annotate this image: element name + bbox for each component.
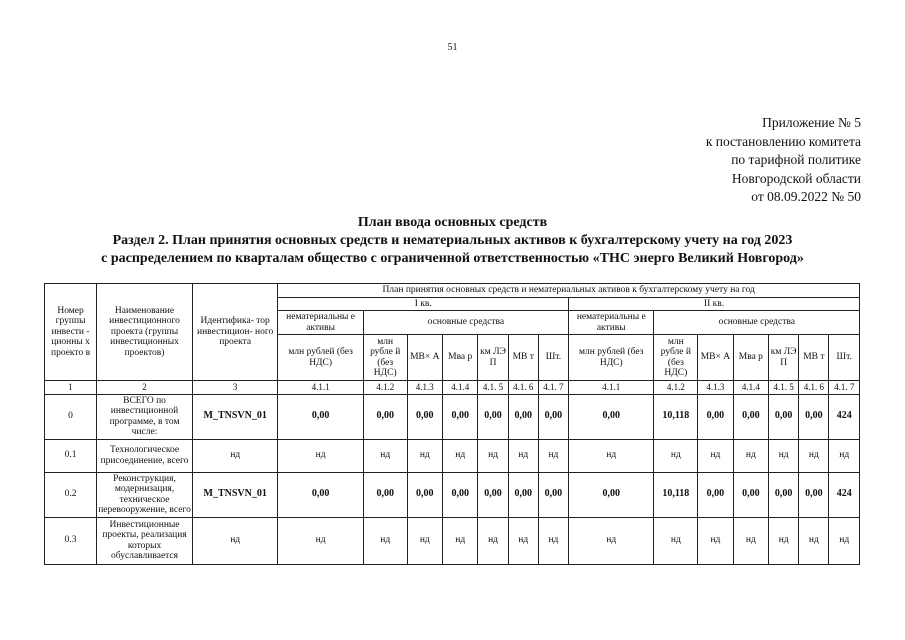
column-number-row bbox=[45, 381, 860, 395]
row-identifier: M_TNSVN_01 bbox=[192, 394, 277, 439]
cell-q1: 0,00 bbox=[278, 394, 363, 439]
row-identifier: нд bbox=[192, 517, 277, 564]
unit-mln-rub: млн рубле й (без НДС) bbox=[363, 335, 407, 381]
cell-q1: нд bbox=[478, 517, 508, 564]
cell-q2: 0,00 bbox=[769, 472, 799, 517]
unit-mvar: Мва р bbox=[733, 335, 768, 381]
cell-q1: нд bbox=[407, 517, 442, 564]
table-row bbox=[45, 517, 860, 564]
row-name: Реконструкция, модернизация, техническое перевооружение, всего bbox=[98, 473, 191, 515]
document-subtitle: Раздел 2. План принятия основных средств и нематериальных активов к бухгалтерскому учету на год 2023 bbox=[112, 233, 793, 248]
cell-q2: 10,118 bbox=[654, 472, 698, 517]
cell-q1: нд bbox=[407, 439, 442, 472]
cell-q1: 0,00 bbox=[278, 472, 363, 517]
column-number: 4.1.1 bbox=[569, 381, 654, 395]
column-number: 2 bbox=[97, 381, 193, 395]
unit-mva: МВ× А bbox=[698, 335, 733, 381]
cell-q1: нд bbox=[278, 439, 363, 472]
unit-mw: МВ т bbox=[508, 335, 538, 381]
cell-q2: 0,00 bbox=[733, 472, 768, 517]
column-number: 3 bbox=[192, 381, 277, 395]
header-plan: План принятия основных средств и нематериальных активов к бухгалтерскому учету на год bbox=[278, 284, 860, 298]
unit-mva: МВ× А bbox=[407, 335, 442, 381]
unit-mln-rub: млн рублей (без НДС) bbox=[278, 335, 363, 381]
unit-km: км ЛЭ П bbox=[769, 335, 799, 381]
column-number: 4.1.4 bbox=[443, 381, 478, 395]
header-project-name: Наименование инвестиционного проекта (группы инвестиционных проектов) bbox=[97, 284, 193, 381]
cell-q1: нд bbox=[508, 439, 538, 472]
cell-q2: нд bbox=[569, 439, 654, 472]
unit-km: км ЛЭ П bbox=[478, 335, 508, 381]
cell-q1: нд bbox=[478, 439, 508, 472]
appendix-block bbox=[706, 114, 861, 207]
row-number: 0 bbox=[45, 394, 97, 439]
cell-q2: 0,00 bbox=[569, 472, 654, 517]
column-number: 4.1. 7 bbox=[829, 381, 860, 395]
cell-q2: 0,00 bbox=[799, 394, 829, 439]
column-number: 4.1. 5 bbox=[769, 381, 799, 395]
column-number: 4.1.3 bbox=[698, 381, 733, 395]
appendix-line: Приложение № 5 bbox=[762, 115, 861, 130]
cell-q1: 0,00 bbox=[407, 394, 442, 439]
document-titles bbox=[0, 214, 905, 268]
cell-q1: 0,00 bbox=[363, 472, 407, 517]
row-number: 0.3 bbox=[45, 517, 97, 564]
column-number: 4.1.3 bbox=[407, 381, 442, 395]
cell-q2: нд bbox=[733, 439, 768, 472]
column-number: 4.1. 5 bbox=[478, 381, 508, 395]
cell-q2: нд bbox=[829, 439, 860, 472]
cell-q2: нд bbox=[698, 439, 733, 472]
appendix-line: по тарифной политике bbox=[731, 152, 861, 167]
cell-q2: 424 bbox=[829, 472, 860, 517]
cell-q1: нд bbox=[443, 517, 478, 564]
cell-q2: нд bbox=[654, 439, 698, 472]
cell-q1: нд bbox=[363, 517, 407, 564]
header-identifier: Идентифика- тор инвестицион- ного проекта bbox=[192, 284, 277, 381]
cell-q1: нд bbox=[443, 439, 478, 472]
column-number: 4.1.1 bbox=[278, 381, 363, 395]
cell-q1: 0,00 bbox=[508, 394, 538, 439]
cell-q1: нд bbox=[538, 439, 568, 472]
cell-q1: 0,00 bbox=[478, 472, 508, 517]
column-number: 4.1.2 bbox=[363, 381, 407, 395]
cell-q1: 0,00 bbox=[538, 394, 568, 439]
table-row bbox=[45, 394, 860, 439]
cell-q2: нд bbox=[769, 439, 799, 472]
cell-q1: нд bbox=[508, 517, 538, 564]
cell-q1: 0,00 bbox=[363, 394, 407, 439]
cell-q1: нд bbox=[538, 517, 568, 564]
cell-q2: 0,00 bbox=[769, 394, 799, 439]
cell-q2: нд bbox=[799, 439, 829, 472]
cell-q2: 0,00 bbox=[569, 394, 654, 439]
column-number: 4.1.2 bbox=[654, 381, 698, 395]
cell-q2: нд bbox=[698, 517, 733, 564]
cell-q1: 0,00 bbox=[478, 394, 508, 439]
header-intangible: нематериальны е активы bbox=[569, 311, 654, 335]
document-title: План ввода основных средств bbox=[357, 215, 548, 230]
appendix-line: Новгородской области bbox=[731, 170, 861, 186]
column-number: 4.1. 6 bbox=[508, 381, 538, 395]
appendix-line: от 08.09.2022 № 50 bbox=[751, 189, 861, 204]
header-fixed-assets: основные средства bbox=[654, 311, 860, 335]
table-row bbox=[45, 439, 860, 472]
cell-q2: 0,00 bbox=[799, 472, 829, 517]
column-number: 1 bbox=[45, 381, 97, 395]
header-intangible: нематериальны е активы bbox=[278, 311, 363, 335]
cell-q1: нд bbox=[363, 439, 407, 472]
asset-plan-table bbox=[44, 283, 860, 565]
cell-q2: нд bbox=[799, 517, 829, 564]
unit-mvar: Мва р bbox=[443, 335, 478, 381]
cell-q2: 10,118 bbox=[654, 394, 698, 439]
unit-mw: МВ т bbox=[799, 335, 829, 381]
cell-q1: 0,00 bbox=[443, 472, 478, 517]
unit-pcs: Шт. bbox=[829, 335, 860, 381]
cell-q1: 0,00 bbox=[443, 394, 478, 439]
column-number: 4.1.4 bbox=[733, 381, 768, 395]
cell-q1: 0,00 bbox=[538, 472, 568, 517]
column-number: 4.1. 6 bbox=[799, 381, 829, 395]
row-name: Технологическое присоединение, всего bbox=[97, 439, 193, 472]
cell-q2: нд bbox=[569, 517, 654, 564]
unit-pcs: Шт. bbox=[538, 335, 568, 381]
cell-q2: 0,00 bbox=[698, 472, 733, 517]
row-number: 0.2 bbox=[45, 472, 97, 517]
row-identifier: M_TNSVN_01 bbox=[192, 472, 277, 517]
cell-q1: 0,00 bbox=[407, 472, 442, 517]
appendix-line: к постановлению комитета bbox=[705, 133, 861, 149]
row-identifier: нд bbox=[192, 439, 277, 472]
cell-q1: 0,00 bbox=[508, 472, 538, 517]
cell-q2: 0,00 bbox=[698, 394, 733, 439]
cell-q2: нд bbox=[769, 517, 799, 564]
cell-q2: нд bbox=[654, 517, 698, 564]
unit-mln-rub: млн рублей (без НДС) bbox=[569, 335, 654, 381]
table-row bbox=[45, 472, 860, 517]
cell-q2: нд bbox=[733, 517, 768, 564]
header-quarter-1: I кв. bbox=[278, 297, 569, 311]
page-number: 51 bbox=[447, 42, 458, 53]
cell-q2: 0,00 bbox=[733, 394, 768, 439]
header-group-number: Номер группы инвести - ционны х проекто в bbox=[45, 284, 97, 381]
cell-q2: 424 bbox=[829, 394, 860, 439]
document-subtitle: с распределением по кварталам общество с ограниченной ответственностью «ТНС энерго Великий Новгород» bbox=[101, 251, 804, 266]
row-name: ВСЕГО по инвестиционной программе, в том числе: bbox=[97, 394, 193, 439]
column-number: 4.1. 7 bbox=[538, 381, 568, 395]
header-quarter-2: II кв. bbox=[569, 297, 860, 311]
cell-q1: нд bbox=[278, 517, 363, 564]
header-fixed-assets: основные средства bbox=[363, 311, 568, 335]
row-number: 0.1 bbox=[45, 439, 97, 472]
cell-q2: нд bbox=[829, 517, 860, 564]
row-name: Инвестиционные проекты, реализация которых обуславливается bbox=[97, 517, 193, 564]
unit-mln-rub: млн рубле й (без НДС) bbox=[654, 335, 698, 381]
